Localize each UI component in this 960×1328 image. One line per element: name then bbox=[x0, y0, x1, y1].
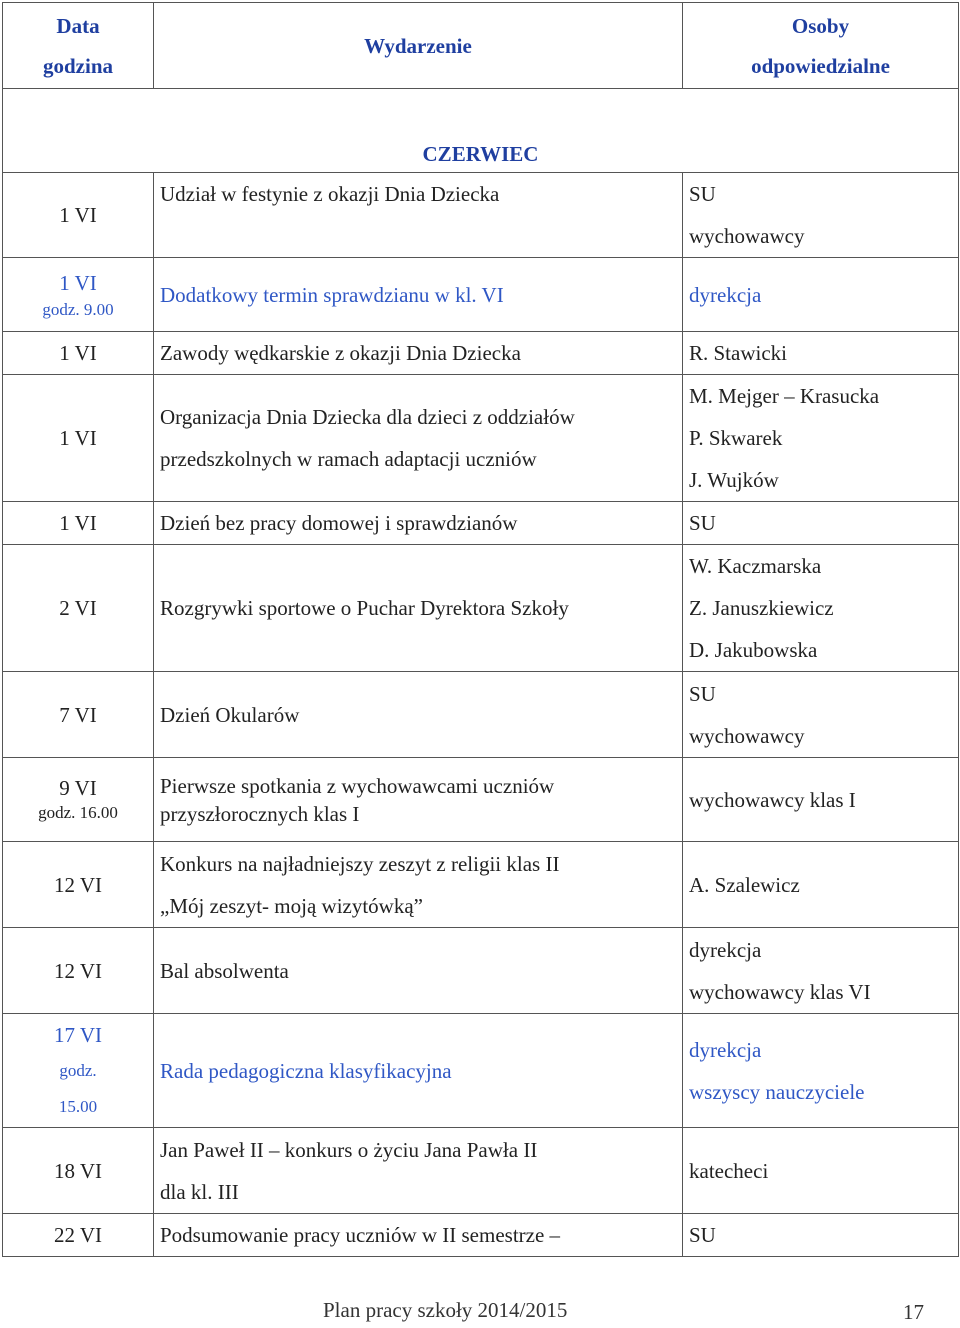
resp-line: M. Mejger – Krasucka bbox=[689, 384, 880, 408]
row-date-text: 1 VI bbox=[59, 270, 97, 295]
row-date: 12 VI bbox=[3, 928, 154, 1014]
row-responsible bbox=[683, 173, 959, 258]
row-event bbox=[154, 375, 683, 502]
event-line: „Mój zeszyt- moją wizytówką” bbox=[160, 893, 423, 918]
resp-line: dyrekcja bbox=[689, 1037, 762, 1062]
row-event: Dzień Okularów bbox=[154, 672, 683, 758]
header-responsible bbox=[683, 3, 959, 89]
row-time-text: godz. 9.00 bbox=[42, 299, 114, 319]
resp-line: SU bbox=[689, 681, 716, 706]
row-date bbox=[3, 1014, 154, 1128]
row-date: 7 VI bbox=[3, 672, 154, 758]
month-row bbox=[3, 89, 959, 173]
row-responsible: R. Stawicki bbox=[683, 332, 959, 375]
table-row bbox=[3, 1128, 959, 1214]
event-line: Konkurs na najładniejszy zeszyt z religii klas II bbox=[160, 851, 560, 876]
resp-line: D. Jakubowska bbox=[689, 638, 818, 662]
table-row bbox=[3, 928, 959, 1014]
row-event bbox=[154, 1128, 683, 1214]
row-date bbox=[3, 258, 154, 332]
row-responsible: dyrekcja bbox=[683, 258, 959, 332]
resp-line: wychowawcy klas VI bbox=[689, 979, 871, 1004]
row-event bbox=[154, 842, 683, 928]
page-footer bbox=[0, 1298, 960, 1328]
schedule-table bbox=[2, 2, 959, 1257]
table-row bbox=[3, 173, 959, 258]
row-date: 22 VI bbox=[3, 1214, 154, 1257]
row-responsible bbox=[683, 545, 959, 672]
resp-line: J. Wujków bbox=[689, 468, 779, 492]
row-date: 12 VI bbox=[3, 842, 154, 928]
header-date-line1: Data bbox=[56, 13, 100, 38]
resp-line: SU bbox=[689, 182, 716, 206]
header-resp-line1: Osoby bbox=[791, 13, 850, 38]
row-time-text: godz. bbox=[59, 1060, 97, 1080]
row-responsible: SU bbox=[683, 502, 959, 545]
row-date: 1 VI bbox=[3, 375, 154, 502]
row-responsible: A. Szalewicz bbox=[683, 842, 959, 928]
event-line: Jan Paweł II – konkurs o życiu Jana Pawła II bbox=[160, 1137, 538, 1162]
row-date: 1 VI bbox=[3, 332, 154, 375]
row-date: 1 VI bbox=[3, 173, 154, 258]
table-row bbox=[3, 1214, 959, 1257]
row-event: Podsumowanie pracy uczniów w II semestrze – bbox=[154, 1214, 683, 1257]
row-responsible bbox=[683, 375, 959, 502]
row-date: 1 VI bbox=[3, 502, 154, 545]
table-row bbox=[3, 758, 959, 842]
table-row bbox=[3, 545, 959, 672]
header-resp-line2: odpowiedzialne bbox=[751, 53, 890, 78]
footer-title: Plan pracy szkoły 2014/2015 bbox=[323, 1298, 568, 1322]
row-responsible: SU bbox=[683, 1214, 959, 1257]
table-row bbox=[3, 258, 959, 332]
header-date bbox=[3, 3, 154, 89]
row-date: 2 VI bbox=[3, 545, 154, 672]
row-event: Dzień bez pracy domowej i sprawdzianów bbox=[154, 502, 683, 545]
row-date-text: 17 VI bbox=[53, 1022, 103, 1047]
resp-line: wychowawcy bbox=[689, 224, 805, 248]
row-responsible: katecheci bbox=[683, 1128, 959, 1214]
row-event: Zawody wędkarskie z okazji Dnia Dziecka bbox=[154, 332, 683, 375]
page-number: 17 bbox=[903, 1300, 924, 1324]
row-responsible bbox=[683, 928, 959, 1014]
row-responsible bbox=[683, 672, 959, 758]
event-line: Pierwsze spotkania z wychowawcami uczniów bbox=[160, 773, 555, 798]
row-event: Dodatkowy termin sprawdzianu w kl. VI bbox=[154, 258, 683, 332]
table-row bbox=[3, 1014, 959, 1128]
resp-line: wychowawcy bbox=[689, 723, 805, 748]
row-responsible: wychowawcy klas I bbox=[683, 758, 959, 842]
header-event: Wydarzenie bbox=[154, 3, 683, 89]
table-header bbox=[3, 3, 959, 89]
table-row bbox=[3, 375, 959, 502]
event-line: przedszkolnych w ramach adaptacji uczniów bbox=[160, 447, 537, 471]
row-date bbox=[3, 758, 154, 842]
event-line: dla kl. III bbox=[160, 1179, 239, 1204]
table-row bbox=[3, 672, 959, 758]
row-event bbox=[154, 758, 683, 842]
table-row bbox=[3, 842, 959, 928]
resp-line: wszyscy nauczyciele bbox=[689, 1079, 865, 1104]
row-event: Bal absolwenta bbox=[154, 928, 683, 1014]
row-responsible bbox=[683, 1014, 959, 1128]
row-date: 18 VI bbox=[3, 1128, 154, 1214]
row-time-text: 15.00 bbox=[58, 1096, 98, 1116]
row-time-text: godz. 16.00 bbox=[38, 802, 118, 822]
table-row bbox=[3, 502, 959, 545]
month-label bbox=[3, 89, 959, 173]
header-date-line2: godzina bbox=[42, 53, 113, 78]
row-event: Rozgrywki sportowe o Puchar Dyrektora Szkoły bbox=[154, 545, 683, 672]
resp-line: dyrekcja bbox=[689, 937, 762, 962]
table-row bbox=[3, 332, 959, 375]
resp-line: Z. Januszkiewicz bbox=[689, 596, 834, 620]
row-event: Udział w festynie z okazji Dnia Dziecka bbox=[154, 173, 683, 258]
row-event: Rada pedagogiczna klasyfikacyjna bbox=[154, 1014, 683, 1128]
resp-line: P. Skwarek bbox=[689, 426, 783, 450]
row-date-text: 9 VI bbox=[59, 775, 97, 800]
month-text: CZERWIEC bbox=[422, 142, 539, 166]
resp-line: W. Kaczmarska bbox=[689, 554, 822, 578]
event-line: Organizacja Dnia Dziecka dla dzieci z oddziałów bbox=[160, 405, 575, 429]
event-line: przyszłorocznych klas I bbox=[160, 801, 360, 826]
